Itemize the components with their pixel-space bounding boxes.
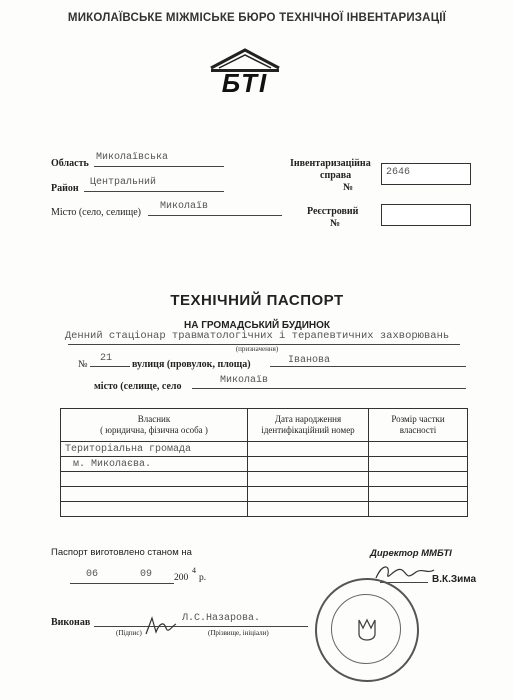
table-cell: Територіальна громада xyxy=(61,442,248,457)
surname-caption: (Прізвище, ініціали) xyxy=(208,629,269,637)
bti-logo xyxy=(205,46,285,96)
oblast-label: Область xyxy=(51,158,89,169)
table-row xyxy=(61,457,468,472)
logo-text: БТІ xyxy=(221,68,269,98)
executor-name: Л.С.Назарова. xyxy=(182,613,261,624)
street-underline xyxy=(270,366,466,367)
city-label: місто (селище, село xyxy=(94,381,182,392)
date-day: 06 xyxy=(86,569,99,580)
table-cell xyxy=(248,487,369,502)
inv-number-value: 2646 xyxy=(386,167,411,178)
owners-table xyxy=(60,408,468,517)
street-value: Іванова xyxy=(288,355,331,366)
city-value: Миколаїв xyxy=(220,375,269,386)
director-label: Директор ММБТІ xyxy=(370,548,452,559)
birth-col-header: Дата народження ідентифікаційний номер xyxy=(248,409,369,442)
owner-col-header: Власник ( юридична, фізична особа ) xyxy=(61,409,248,442)
table-cell xyxy=(61,487,248,502)
house-no-value: 21 xyxy=(100,353,113,364)
city-underline xyxy=(192,388,466,389)
executed-underline xyxy=(94,626,308,627)
bureau-title: МИКОЛАЇВСЬКЕ МІЖМІСЬКЕ БЮРО ТЕХНІЧНОЇ ІНВЕНТАРИЗАЦІЇ xyxy=(67,12,447,24)
date-month: 09 xyxy=(140,569,153,580)
inv-label-3: № xyxy=(343,182,354,193)
share-col-header: Розмір частки власності xyxy=(369,409,468,442)
purpose-caption: (призначення) xyxy=(235,345,279,353)
house-no-underline xyxy=(90,366,130,367)
official-stamp xyxy=(315,578,419,682)
date-year-digit: 4 xyxy=(192,566,196,575)
table-cell: м. Миколаєва. xyxy=(61,457,248,472)
passport-subtitle: НА ГРОМАДСЬКИЙ БУДИНОК xyxy=(184,320,330,331)
inv-label-1: Інвентаризаційна xyxy=(290,158,371,169)
table-row xyxy=(61,487,468,502)
oblast-value: Миколаївська xyxy=(96,152,169,163)
misto-value: Миколаїв xyxy=(160,201,209,212)
misto-label: Місто (село, селище) xyxy=(51,207,141,218)
misto-underline xyxy=(148,215,282,216)
table-cell xyxy=(248,502,369,517)
oblast-underline xyxy=(94,166,224,167)
raion-label: Район xyxy=(51,183,79,194)
table-cell xyxy=(369,457,468,472)
table-cell xyxy=(369,442,468,457)
owners-table-header xyxy=(61,409,468,442)
raion-value: Центральний xyxy=(90,177,157,188)
table-cell xyxy=(61,472,248,487)
table-row xyxy=(61,472,468,487)
executor-signature xyxy=(142,614,178,645)
table-cell xyxy=(248,472,369,487)
purpose-value: Денний стаціонар травматологічних і терапевтичних захворювань xyxy=(64,330,450,342)
house-no-label: № xyxy=(78,359,88,370)
table-row xyxy=(61,442,468,457)
inv-number-box xyxy=(381,163,471,185)
trident-icon xyxy=(357,618,377,642)
date-year-suffix: р. xyxy=(199,573,207,583)
reg-label-1: Реєстровий xyxy=(307,206,359,217)
table-cell xyxy=(369,502,468,517)
table-cell xyxy=(369,472,468,487)
director-name: В.К.Зима xyxy=(432,574,477,585)
reg-number-box xyxy=(381,204,471,226)
table-row xyxy=(61,502,468,517)
made-as-of-label: Паспорт виготовлено станом на xyxy=(51,547,192,558)
reg-label-2: № xyxy=(330,218,341,229)
raion-underline xyxy=(84,191,224,192)
street-label: вулиця (провулок, площа) xyxy=(132,359,251,370)
date-underline xyxy=(70,583,174,584)
table-cell xyxy=(248,457,369,472)
table-cell xyxy=(369,487,468,502)
date-year-prefix: 200 xyxy=(174,573,189,583)
passport-title: ТЕХНІЧНИЙ ПАСПОРТ xyxy=(170,292,344,309)
signature-caption: (Підпис) xyxy=(116,629,142,637)
table-cell xyxy=(61,502,248,517)
table-cell xyxy=(248,442,369,457)
inv-label-2: справа xyxy=(320,170,352,181)
executed-label: Виконав xyxy=(51,617,91,628)
